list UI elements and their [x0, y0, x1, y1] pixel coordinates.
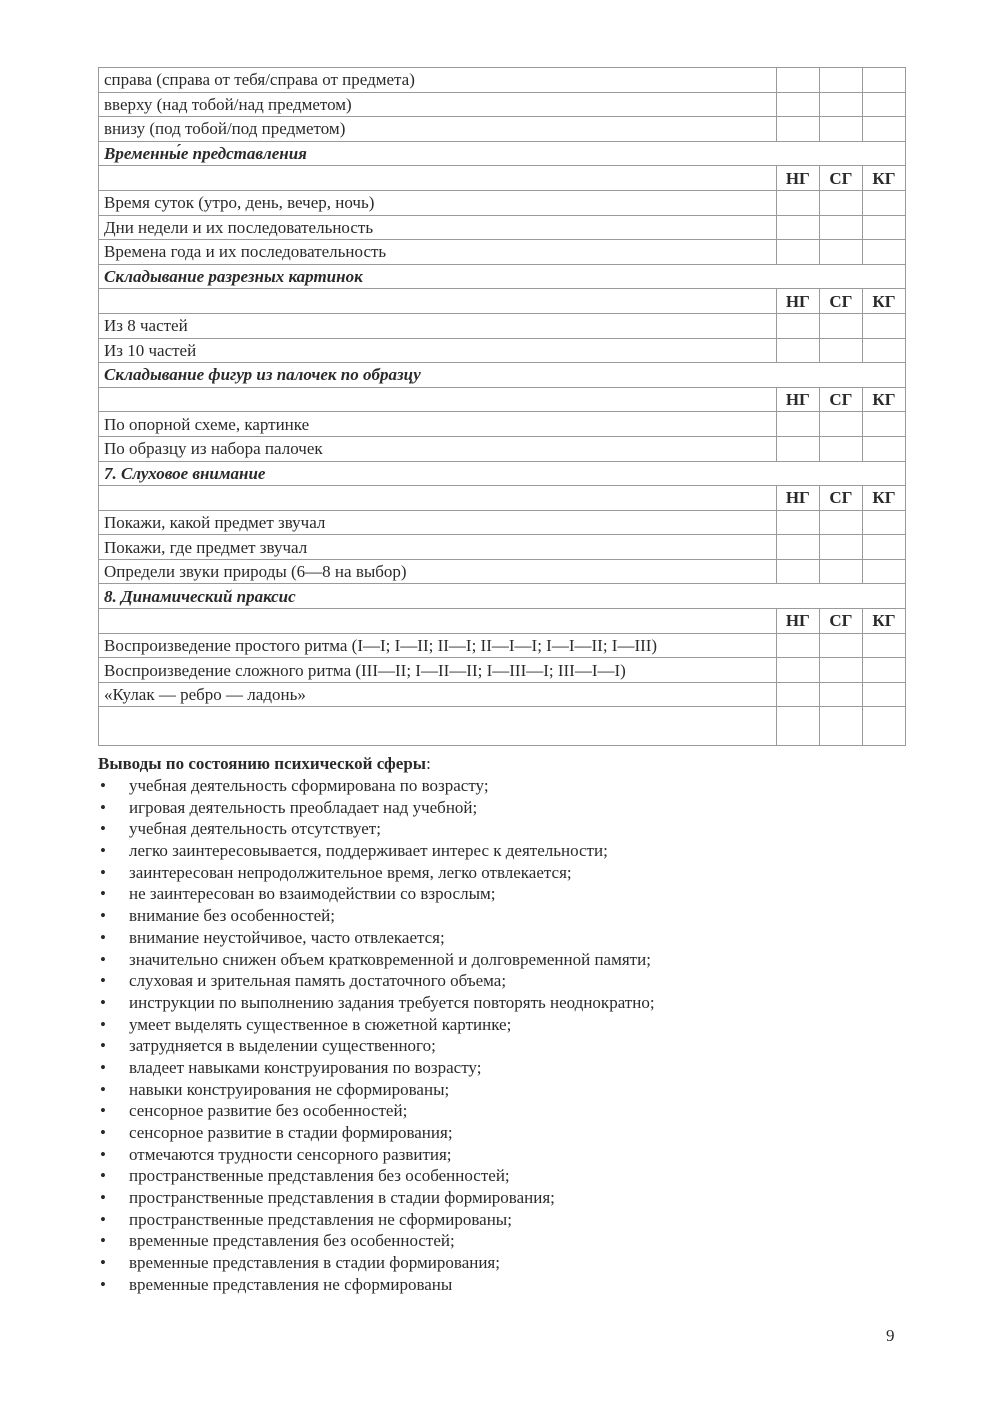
- mark-cell-sg[interactable]: [819, 240, 862, 265]
- conclusion-item: [98, 797, 908, 819]
- bullet-icon: •: [100, 1166, 106, 1186]
- bullet-icon: •: [100, 992, 106, 1012]
- conclusion-text: игровая деятельность преобладает над учебной;: [129, 797, 478, 817]
- bullet-icon: •: [100, 776, 106, 795]
- mark-cell-ng[interactable]: [776, 92, 819, 117]
- conclusion-item: [98, 1144, 908, 1166]
- table-row: [99, 92, 906, 117]
- row-label: справа (справа от тебя/справа от предмета): [99, 68, 777, 93]
- column-header-kg: КГ: [862, 609, 905, 634]
- conclusion-text: легко заинтересовывается, поддерживает интерес к деятельности;: [129, 841, 608, 861]
- header-blank-cell: [99, 289, 777, 314]
- row-label: По образцу из набора палочек: [99, 436, 777, 461]
- section-title-row: [99, 461, 906, 486]
- mark-cell-ng[interactable]: [776, 215, 819, 240]
- table-row: [99, 117, 906, 142]
- table-row: [99, 535, 906, 560]
- header-blank-cell: [99, 486, 777, 511]
- table-row: [99, 559, 906, 584]
- mark-cell-ng[interactable]: [776, 240, 819, 265]
- conclusion-item: [98, 883, 908, 905]
- conclusion-text: сенсорное развитие в стадии формирования;: [129, 1123, 453, 1142]
- column-header-kg: КГ: [862, 289, 905, 314]
- mark-cell-sg[interactable]: [819, 215, 862, 240]
- mark-cell-kg[interactable]: [862, 240, 905, 265]
- mark-cell-ng[interactable]: [776, 313, 819, 338]
- mark-cell-sg[interactable]: [819, 658, 862, 683]
- column-header-ng: НГ: [776, 166, 819, 191]
- table-row: [99, 436, 906, 461]
- column-header-row: [99, 486, 906, 511]
- conclusion-text: пространственные представления не сформированы;: [129, 1209, 512, 1229]
- bullet-icon: •: [100, 1123, 106, 1142]
- section-title-row: [99, 264, 906, 289]
- mark-cell-kg[interactable]: [862, 68, 905, 93]
- row-label: вверху (над тобой/над предметом): [99, 92, 777, 117]
- row-label: Времена года и их последовательность: [99, 240, 777, 265]
- mark-cell-kg[interactable]: [862, 707, 905, 746]
- mark-cell-kg[interactable]: [862, 658, 905, 683]
- assessment-table-body: [99, 68, 906, 746]
- mark-cell-kg[interactable]: [862, 190, 905, 215]
- row-label: Покажи, какой предмет звучал: [99, 510, 777, 535]
- conclusion-text: учебная деятельность отсутствует;: [129, 819, 381, 839]
- conclusion-item: [98, 927, 908, 949]
- table-row: [99, 682, 906, 707]
- bullet-icon: •: [100, 1014, 106, 1034]
- conclusion-text: навыки конструирования не сформированы;: [129, 1079, 450, 1099]
- table-row: [99, 633, 906, 658]
- column-header-kg: КГ: [862, 387, 905, 412]
- bullet-icon: •: [100, 927, 106, 947]
- mark-cell-sg[interactable]: [819, 117, 862, 142]
- conclusion-item: [98, 1165, 908, 1187]
- column-header-row: [99, 289, 906, 314]
- table-row: [99, 510, 906, 535]
- header-blank-cell: [99, 609, 777, 634]
- row-label: «Кулак — ребро — ладонь»: [99, 682, 777, 707]
- bullet-icon: •: [100, 1188, 106, 1208]
- conclusion-item: [98, 1187, 908, 1209]
- section-title-row: [99, 141, 906, 166]
- mark-cell-ng[interactable]: [776, 412, 819, 437]
- empty-label-cell[interactable]: [99, 707, 777, 746]
- table-row: [99, 240, 906, 265]
- mark-cell-kg[interactable]: [862, 92, 905, 117]
- mark-cell-kg[interactable]: [862, 535, 905, 560]
- conclusion-item: [98, 992, 908, 1014]
- bullet-icon: •: [100, 1209, 106, 1229]
- bullet-icon: •: [100, 862, 106, 882]
- mark-cell-ng[interactable]: [776, 707, 819, 746]
- row-label: внизу (под тобой/под предметом): [99, 117, 777, 142]
- column-header-row: [99, 387, 906, 412]
- conclusion-item: [98, 1209, 908, 1231]
- section-title: Временны́е представления: [99, 141, 906, 166]
- mark-cell-kg[interactable]: [862, 559, 905, 584]
- conclusion-item: [98, 949, 908, 971]
- mark-cell-kg[interactable]: [862, 338, 905, 363]
- conclusion-item: [98, 1014, 908, 1036]
- table-row: [99, 215, 906, 240]
- mark-cell-sg[interactable]: [819, 190, 862, 215]
- column-header-row: [99, 166, 906, 191]
- mark-cell-ng[interactable]: [776, 658, 819, 683]
- table-row: [99, 68, 906, 93]
- section-title-row: [99, 363, 906, 388]
- conclusions-list: [98, 775, 908, 1296]
- conclusion-text: внимание без особенностей;: [129, 906, 335, 926]
- conclusion-item: [98, 1252, 908, 1274]
- mark-cell-sg[interactable]: [819, 707, 862, 746]
- column-header-sg: СГ: [819, 486, 862, 511]
- conclusion-item: [98, 1035, 908, 1057]
- table-row: [99, 412, 906, 437]
- mark-cell-ng[interactable]: [776, 559, 819, 584]
- section-title: 7. Слуховое внимание: [99, 461, 906, 486]
- bullet-icon: •: [100, 884, 106, 904]
- conclusion-text: отмечаются трудности сенсорного развития;: [129, 1144, 452, 1164]
- mark-cell-sg[interactable]: [819, 68, 862, 93]
- bullet-icon: •: [100, 1144, 106, 1164]
- conclusion-item: [98, 1079, 908, 1101]
- mark-cell-ng[interactable]: [776, 68, 819, 93]
- bullet-icon: •: [100, 1101, 106, 1121]
- conclusion-text: учебная деятельность сформирована по возрасту;: [129, 776, 489, 795]
- conclusion-item: [98, 862, 908, 884]
- conclusion-text: временные представления не сформированы: [129, 1274, 453, 1294]
- mark-cell-kg[interactable]: [862, 117, 905, 142]
- conclusion-text: не заинтересован во взаимодействии со взрослым;: [129, 884, 496, 904]
- conclusion-item: [98, 905, 908, 927]
- conclusion-text: пространственные представления в стадии формирования;: [129, 1188, 555, 1208]
- mark-cell-sg[interactable]: [819, 412, 862, 437]
- mark-cell-kg[interactable]: [862, 436, 905, 461]
- row-label: Дни недели и их последовательность: [99, 215, 777, 240]
- column-header-sg: СГ: [819, 166, 862, 191]
- conclusion-item: [98, 1057, 908, 1079]
- conclusion-text: владеет навыками конструирования по возрасту;: [129, 1057, 482, 1077]
- section-title-row: [99, 584, 906, 609]
- conclusion-text: временные представления без особенностей;: [129, 1231, 455, 1251]
- mark-cell-kg[interactable]: [862, 682, 905, 707]
- conclusion-item: [98, 1274, 908, 1296]
- row-label: Определи звуки природы (6—8 на выбор): [99, 559, 777, 584]
- row-label: Воспроизведение простого ритма (I—I; I—II; II—I; II—I—I; I—I—II; I—III): [99, 633, 777, 658]
- mark-cell-sg[interactable]: [819, 92, 862, 117]
- mark-cell-sg[interactable]: [819, 633, 862, 658]
- bullet-icon: •: [100, 971, 106, 991]
- table-row: [99, 658, 906, 683]
- table-row: [99, 338, 906, 363]
- conclusion-text: умеет выделять существенное в сюжетной картинке;: [129, 1014, 512, 1034]
- column-header-sg: СГ: [819, 387, 862, 412]
- conclusion-item: [98, 1122, 908, 1144]
- mark-cell-kg[interactable]: [862, 633, 905, 658]
- conclusion-text: заинтересован непродолжительное время, легко отвлекается;: [129, 862, 572, 882]
- conclusion-text: пространственные представления без особенностей;: [129, 1166, 510, 1186]
- bullet-icon: •: [100, 797, 106, 817]
- column-header-ng: НГ: [776, 609, 819, 634]
- mark-cell-sg[interactable]: [819, 510, 862, 535]
- conclusion-text: инструкции по выполнению задания требуется повторять неоднократно;: [129, 992, 655, 1012]
- mark-cell-sg[interactable]: [819, 535, 862, 560]
- bullet-icon: •: [100, 1253, 106, 1273]
- bullet-icon: •: [100, 1036, 106, 1056]
- section-title: Складывание разрезных картинок: [99, 264, 906, 289]
- row-label: Покажи, где предмет звучал: [99, 535, 777, 560]
- row-label: Воспроизведение сложного ритма (III—II; I—II—II; I—III—I; III—I—I): [99, 658, 777, 683]
- mark-cell-kg[interactable]: [862, 412, 905, 437]
- mark-cell-ng[interactable]: [776, 682, 819, 707]
- column-header-ng: НГ: [776, 387, 819, 412]
- conclusion-text: сенсорное развитие без особенностей;: [129, 1101, 408, 1121]
- page-number: 9: [886, 1326, 895, 1345]
- conclusion-text: слуховая и зрительная память достаточного объема;: [129, 971, 507, 991]
- column-header-ng: НГ: [776, 289, 819, 314]
- conclusions-title-text: Выводы по состоянию психической сферы: [98, 754, 427, 773]
- conclusion-item: [98, 775, 908, 797]
- mark-cell-ng[interactable]: [776, 633, 819, 658]
- mark-cell-sg[interactable]: [819, 559, 862, 584]
- bullet-icon: •: [100, 1079, 106, 1099]
- mark-cell-ng[interactable]: [776, 338, 819, 363]
- mark-cell-kg[interactable]: [862, 313, 905, 338]
- row-label: По опорной схеме, картинке: [99, 412, 777, 437]
- table-row: [99, 190, 906, 215]
- mark-cell-ng[interactable]: [776, 190, 819, 215]
- conclusion-item: [98, 818, 908, 840]
- mark-cell-ng[interactable]: [776, 117, 819, 142]
- row-label: Из 10 частей: [99, 338, 777, 363]
- column-header-sg: СГ: [819, 609, 862, 634]
- conclusions-title-colon: :: [426, 754, 431, 773]
- assessment-table: [98, 67, 906, 746]
- column-header-kg: КГ: [862, 166, 905, 191]
- bullet-icon: •: [100, 819, 106, 839]
- mark-cell-ng[interactable]: [776, 510, 819, 535]
- column-header-row: [99, 609, 906, 634]
- bullet-icon: •: [100, 1274, 106, 1294]
- header-blank-cell: [99, 166, 777, 191]
- section-title: Складывание фигур из палочек по образцу: [99, 363, 906, 388]
- mark-cell-sg[interactable]: [819, 338, 862, 363]
- conclusion-text: затрудняется в выделении существенного;: [129, 1036, 436, 1056]
- conclusion-item: [98, 970, 908, 992]
- conclusions-block: [98, 753, 908, 1296]
- mark-cell-sg[interactable]: [819, 682, 862, 707]
- section-title: 8. Динамический праксис: [99, 584, 906, 609]
- bullet-icon: •: [100, 949, 106, 969]
- bullet-icon: •: [100, 1057, 106, 1077]
- conclusions-title: [98, 753, 908, 775]
- row-label: Из 8 частей: [99, 313, 777, 338]
- empty-table-row: [99, 707, 906, 746]
- header-blank-cell: [99, 387, 777, 412]
- conclusion-text: временные представления в стадии формирования;: [129, 1253, 500, 1273]
- row-label: Время суток (утро, день, вечер, ночь): [99, 190, 777, 215]
- bullet-icon: •: [100, 906, 106, 926]
- mark-cell-sg[interactable]: [819, 313, 862, 338]
- table-row: [99, 313, 906, 338]
- conclusion-text: значительно снижен объем кратковременной и долговременной памяти;: [129, 949, 651, 969]
- column-header-sg: СГ: [819, 289, 862, 314]
- mark-cell-sg[interactable]: [819, 436, 862, 461]
- conclusion-item: [98, 840, 908, 862]
- column-header-kg: КГ: [862, 486, 905, 511]
- conclusion-item: [98, 1100, 908, 1122]
- column-header-ng: НГ: [776, 486, 819, 511]
- mark-cell-ng[interactable]: [776, 535, 819, 560]
- mark-cell-ng[interactable]: [776, 436, 819, 461]
- mark-cell-kg[interactable]: [862, 215, 905, 240]
- bullet-icon: •: [100, 841, 106, 861]
- conclusion-text: внимание неустойчивое, часто отвлекается;: [129, 927, 445, 947]
- bullet-icon: •: [100, 1231, 106, 1251]
- conclusion-item: [98, 1230, 908, 1252]
- mark-cell-kg[interactable]: [862, 510, 905, 535]
